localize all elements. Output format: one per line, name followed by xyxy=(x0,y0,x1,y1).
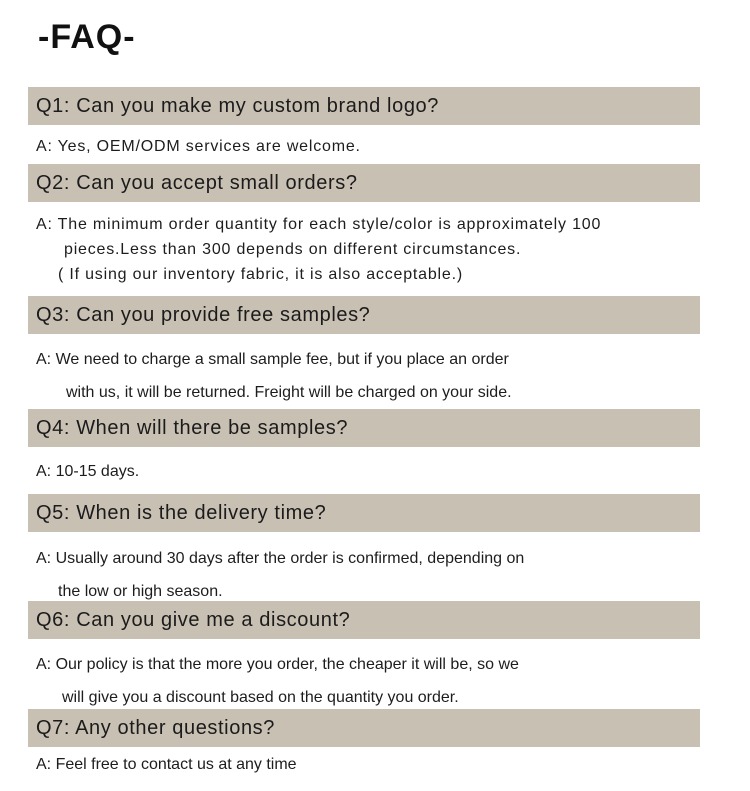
faq-question-1: Q1: Can you make my custom brand logo? xyxy=(28,87,700,125)
faq-answer-3-line-2: with us, it will be returned. Freight will be charged on your side. xyxy=(66,384,512,401)
faq-answer-2-line-3: ( If using our inventory fabric, it is also acceptable.) xyxy=(58,266,463,283)
faq-answer-3 xyxy=(36,343,706,409)
faq-answer-5 xyxy=(36,542,706,608)
faq-answer-3-line-1: A: We need to charge a small sample fee, but if you place an order xyxy=(36,351,509,368)
faq-answer-6-line-2: will give you a discount based on the quantity you order. xyxy=(62,689,459,706)
faq-answer-6 xyxy=(36,648,706,714)
faq-answer-2 xyxy=(36,212,706,287)
faq-answer-7 xyxy=(36,756,706,774)
faq-question-3: Q3: Can you provide free samples? xyxy=(28,296,700,334)
faq-answer-2-line-2: pieces.Less than 300 depends on different circumstances. xyxy=(64,241,522,258)
faq-answer-5-line-1: A: Usually around 30 days after the order is confirmed, depending on xyxy=(36,550,525,567)
faq-question-6: Q6: Can you give me a discount? xyxy=(28,601,700,639)
faq-question-4: Q4: When will there be samples? xyxy=(28,409,700,447)
faq-answer-6-line-1: A: Our policy is that the more you order, the cheaper it will be, so we xyxy=(36,656,519,673)
faq-answer-4 xyxy=(36,463,706,481)
faq-question-2: Q2: Can you accept small orders? xyxy=(28,164,700,202)
faq-question-7: Q7: Any other questions? xyxy=(28,709,700,747)
faq-answer-7-line-1: A: Feel free to contact us at any time xyxy=(36,756,297,773)
faq-answer-4-line-1: A: 10-15 days. xyxy=(36,463,140,480)
faq-answer-1 xyxy=(36,138,706,156)
faq-answer-5-line-2: the low or high season. xyxy=(58,583,223,600)
faq-question-5: Q5: When is the delivery time? xyxy=(28,494,700,532)
faq-answer-1-line-1: A: Yes, OEM/ODM services are welcome. xyxy=(36,138,361,155)
faq-answer-2-line-1: A: The minimum order quantity for each style/color is approximately 100 xyxy=(36,216,602,233)
page-title: -FAQ- xyxy=(38,18,136,56)
